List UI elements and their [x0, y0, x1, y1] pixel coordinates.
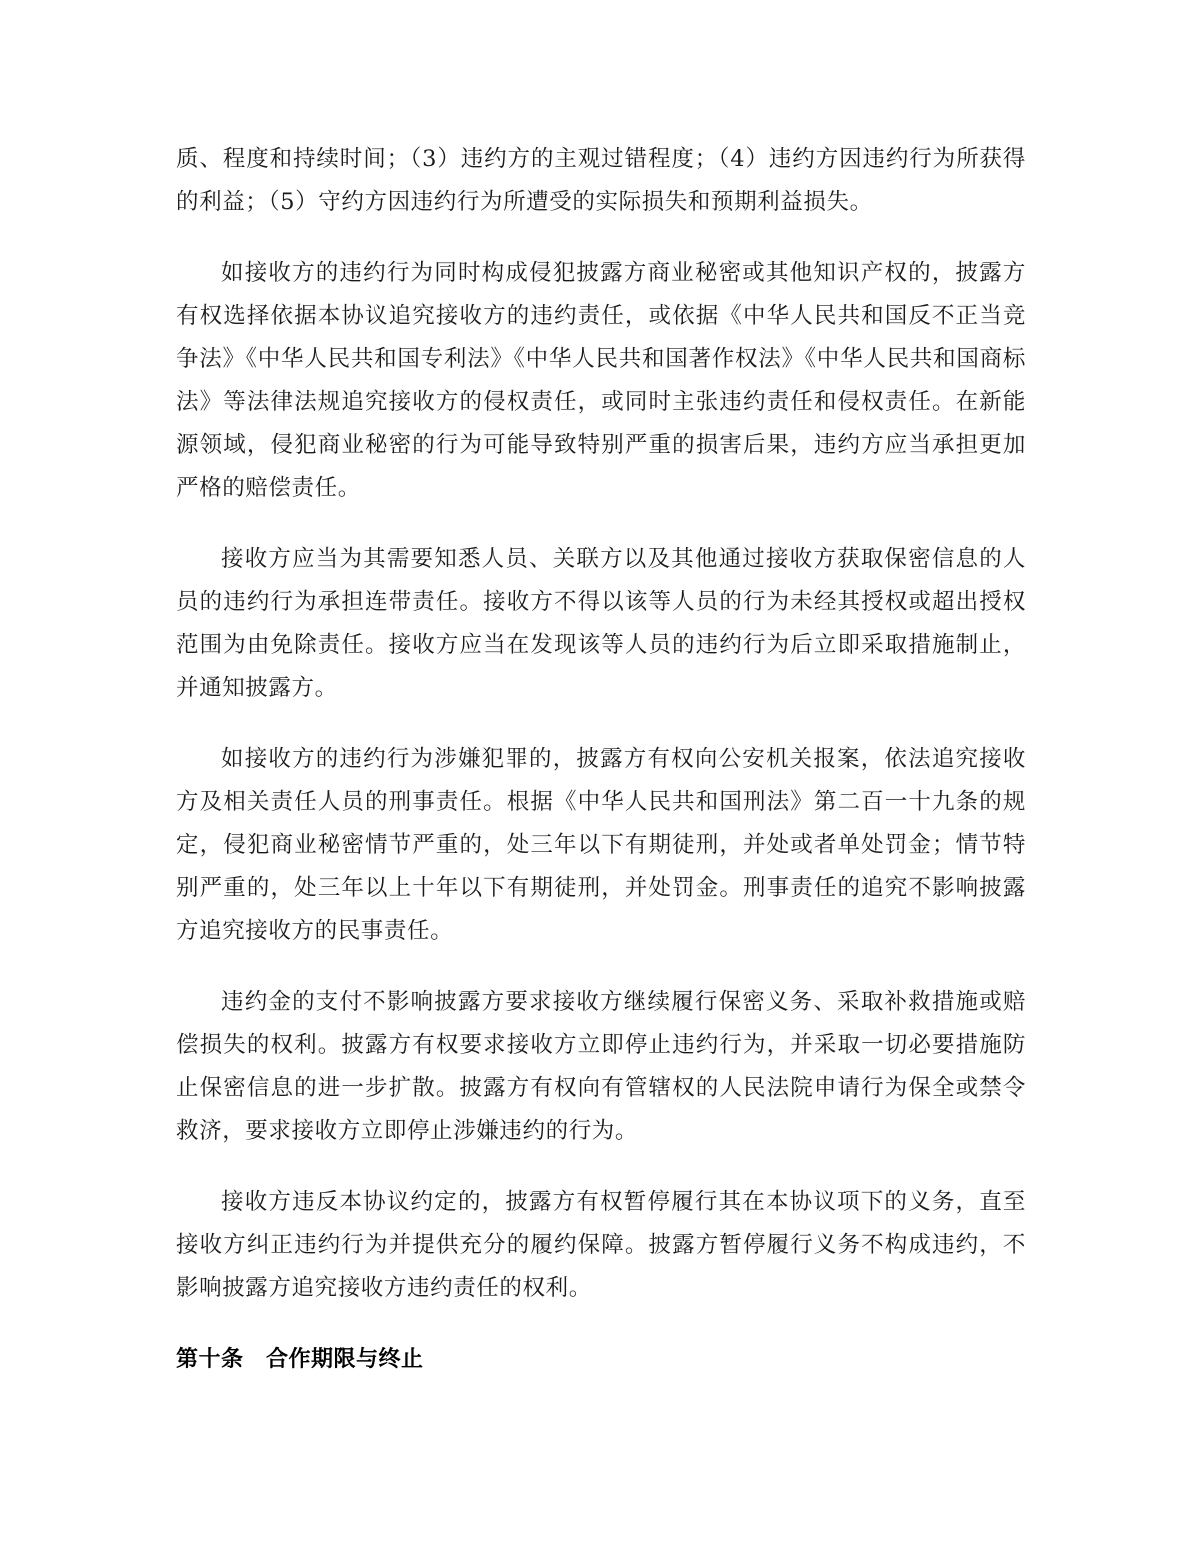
- section-heading: 第十条 合作期限与终止: [176, 1347, 424, 1372]
- paragraph-suspension: 接收方违反本协议约定的，披露方有权暂停履行其在本协议项下的义务，直至接收方纠正违约行为并提供充分的履约保障。披露方暂停履行义务不构成违约，不影响披露方追究接收方违约责任的权利。: [176, 1189, 1026, 1301]
- paragraph-penalty-payment: 违约金的支付不影响披露方要求接收方继续履行保密义务、采取补救措施或赔偿损失的权利。披露方有权要求接收方立即停止违约行为，并采取一切必要措施防止保密信息的进一步扩散。披露方有权向有管辖权的人民法院申请行为保全或禁令救济，要求接收方立即停止涉嫌违约的行为。: [176, 989, 1026, 1144]
- paragraph-joint-liability: 接收方应当为其需要知悉人员、关联方以及其他通过接收方获取保密信息的人员的违约行为承担连带责任。接收方不得以该等人员的行为未经其授权或超出授权范围为由免除责任。接收方应当在发现该等人员的违约行为后立即采取措施制止，并通知披露方。: [176, 546, 1026, 701]
- paragraph-criminal-liability: 如接收方的违约行为涉嫌犯罪的，披露方有权向公安机关报案，依法追究接收方及相关责任人员的刑事责任。根据《中华人民共和国刑法》第二百一十九条的规定，侵犯商业秘密情节严重的，处三年以下有期徒刑，并处或者单处罚金；情节特别严重的，处三年以上十年以下有期徒刑，并处罚金。刑事责任的追究不影响披露方追究接收方的民事责任。: [176, 746, 1026, 944]
- document-body: [176, 138, 1026, 1381]
- paragraph-ip-infringement: 如接收方的违约行为同时构成侵犯披露方商业秘密或其他知识产权的，披露方有权选择依据本协议追究接收方的违约责任，或依据《中华人民共和国反不正当竞争法》《中华人民共和国专利法》《中华人民共和国著作权法》《中华人民共和国商标法》等法律法规追究接收方的侵权责任，或同时主张违约责任和侵权责任。在新能源领域，侵犯商业秘密的行为可能导致特别严重的损害后果，违约方应当承担更加严格的赔偿责任。: [176, 260, 1026, 501]
- paragraph-continuation: 质、程度和持续时间；（3）违约方的主观过错程度；（4）违约方因违约行为所获得的利益；（5）守约方因违约行为所遭受的实际损失和预期利益损失。: [176, 146, 1026, 215]
